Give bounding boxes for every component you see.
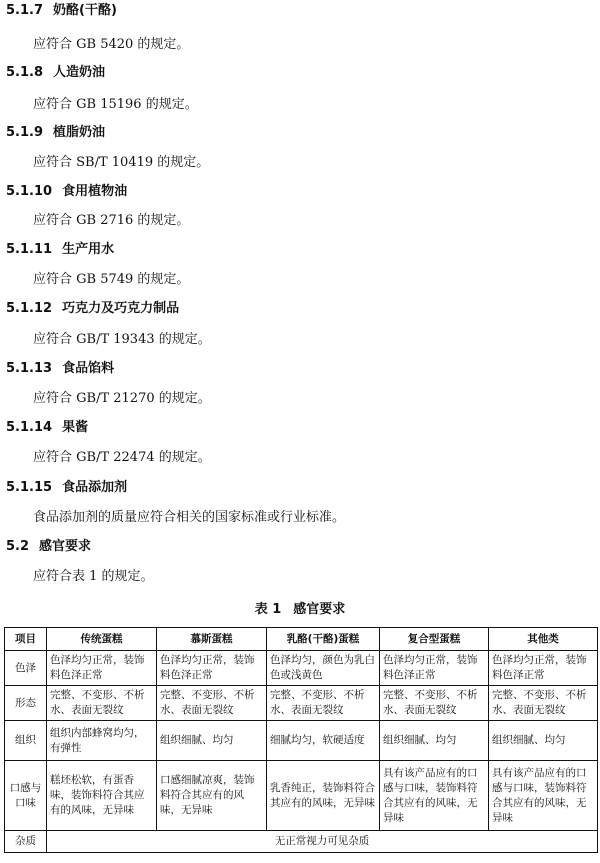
section-number: 5.1.15 bbox=[6, 480, 53, 495]
table-cell: 具有该产品应有的口感与口味，装饰料符合其应有的风味，无异味 bbox=[380, 761, 489, 831]
section-title: 生产用水 bbox=[62, 242, 115, 257]
row-label: 杂质 bbox=[5, 831, 47, 853]
section-number: 5.1.10 bbox=[6, 184, 53, 199]
section-heading bbox=[6, 184, 127, 200]
section-heading bbox=[6, 480, 127, 496]
section-heading bbox=[6, 539, 91, 555]
section-number: 5.2 bbox=[6, 539, 30, 554]
sensory-requirements-table bbox=[4, 627, 598, 853]
section-body: 应符合 GB/T 19343 的规定。 bbox=[33, 332, 211, 347]
section-title: 感官要求 bbox=[39, 539, 92, 554]
table-row bbox=[5, 651, 598, 686]
table-caption-title: 感官要求 bbox=[293, 602, 346, 617]
section-body: 应符合 SB/T 10419 的规定。 bbox=[33, 155, 210, 170]
section-title: 植脂奶油 bbox=[53, 125, 106, 140]
section-title: 人造奶油 bbox=[53, 65, 106, 80]
table-cell: 完整、不变形、不析水、表面无裂纹 bbox=[489, 686, 598, 721]
section-heading bbox=[6, 361, 114, 377]
section-number: 5.1.8 bbox=[6, 65, 44, 80]
section-title: 食品馅料 bbox=[62, 361, 115, 376]
header-traditional-cake: 传统蛋糕 bbox=[47, 628, 157, 651]
section-body: 食品添加剂的质量应符合相关的国家标准或行业标准。 bbox=[33, 510, 346, 525]
table-row bbox=[5, 831, 598, 853]
table-cell: 色泽均匀正常，装饰料色泽正常 bbox=[157, 651, 267, 686]
table-cell: 组织细腻、均匀 bbox=[157, 721, 267, 761]
table-cell: 完整、不变形、不析水、表面无裂纹 bbox=[157, 686, 267, 721]
section-heading bbox=[6, 125, 105, 141]
table-cell: 色泽均匀正常，装饰料色泽正常 bbox=[380, 651, 489, 686]
table-cell: 细腻均匀，软硬适度 bbox=[267, 721, 380, 761]
table-cell: 口感细腻凉爽，装饰料符合其应有的风味，无异味 bbox=[157, 761, 267, 831]
section-title: 巧克力及巧克力制品 bbox=[62, 301, 180, 316]
section-heading bbox=[6, 301, 179, 317]
header-other: 其他类 bbox=[489, 628, 598, 651]
table-cell: 完整、不变形、不析水、表面无裂纹 bbox=[47, 686, 157, 721]
section-title: 果酱 bbox=[62, 420, 89, 435]
section-body: 应符合 GB 5749 的规定。 bbox=[33, 272, 190, 287]
section-title: 奶酪(干酪) bbox=[53, 3, 117, 18]
section-body: 应符合 GB 2716 的规定。 bbox=[33, 213, 190, 228]
table-row bbox=[5, 761, 598, 831]
section-number: 5.1.12 bbox=[6, 301, 53, 316]
section-heading bbox=[6, 420, 88, 436]
row-label: 色泽 bbox=[5, 651, 47, 686]
section-heading bbox=[6, 242, 114, 258]
header-mousse-cake: 慕斯蛋糕 bbox=[157, 628, 267, 651]
section-number: 5.1.9 bbox=[6, 125, 44, 140]
row-label: 组织 bbox=[5, 721, 47, 761]
header-item: 项目 bbox=[5, 628, 47, 651]
section-title: 食品添加剂 bbox=[62, 480, 128, 495]
table-cell: 组织内部蜂窝均匀，有弹性 bbox=[47, 721, 157, 761]
table-row bbox=[5, 721, 598, 761]
table-cell: 乳香纯正，装饰料符合其应有的风味，无异味 bbox=[267, 761, 380, 831]
table-cell: 色泽均匀，颜色为乳白色或浅黄色 bbox=[267, 651, 380, 686]
header-cheese-cake: 乳酪(干酪)蛋糕 bbox=[267, 628, 380, 651]
table-cell: 组织细腻、均匀 bbox=[489, 721, 598, 761]
section-body: 应符合 GB 15196 的规定。 bbox=[33, 97, 198, 112]
table-cell: 色泽均匀正常，装饰料色泽正常 bbox=[489, 651, 598, 686]
section-number: 5.1.11 bbox=[6, 242, 53, 257]
table-cell: 无正常视力可见杂质 bbox=[47, 831, 598, 853]
table-caption bbox=[0, 598, 600, 617]
header-composite-cake: 复合型蛋糕 bbox=[380, 628, 489, 651]
section-number: 5.1.7 bbox=[6, 3, 44, 18]
row-label: 口感与口味 bbox=[5, 761, 47, 831]
table-caption-number: 表 1 bbox=[254, 602, 282, 617]
table-cell: 完整、不变形、不析水、表面无裂纹 bbox=[380, 686, 489, 721]
table-cell: 糕坯松软，有蛋香味，装饰料符合其应有的风味，无异味 bbox=[47, 761, 157, 831]
table-cell: 组织细腻、均匀 bbox=[380, 721, 489, 761]
section-title: 食用植物油 bbox=[62, 184, 128, 199]
table-cell: 色泽均匀正常，装饰料色泽正常 bbox=[47, 651, 157, 686]
section-body: 应符合表 1 的规定。 bbox=[33, 569, 154, 584]
section-heading bbox=[6, 3, 117, 19]
section-body: 应符合 GB 5420 的规定。 bbox=[33, 37, 190, 52]
table-cell: 完整、不变形、不析水、表面无裂纹 bbox=[267, 686, 380, 721]
table-cell: 具有该产品应有的口感与口味，装饰料符合其应有的风味，无异味 bbox=[489, 761, 598, 831]
row-label: 形态 bbox=[5, 686, 47, 721]
section-body: 应符合 GB/T 22474 的规定。 bbox=[33, 450, 211, 465]
section-number: 5.1.13 bbox=[6, 361, 53, 376]
section-number: 5.1.14 bbox=[6, 420, 53, 435]
section-body: 应符合 GB/T 21270 的规定。 bbox=[33, 391, 211, 406]
section-heading bbox=[6, 65, 105, 81]
table-row bbox=[5, 686, 598, 721]
table-header-row bbox=[5, 628, 598, 651]
